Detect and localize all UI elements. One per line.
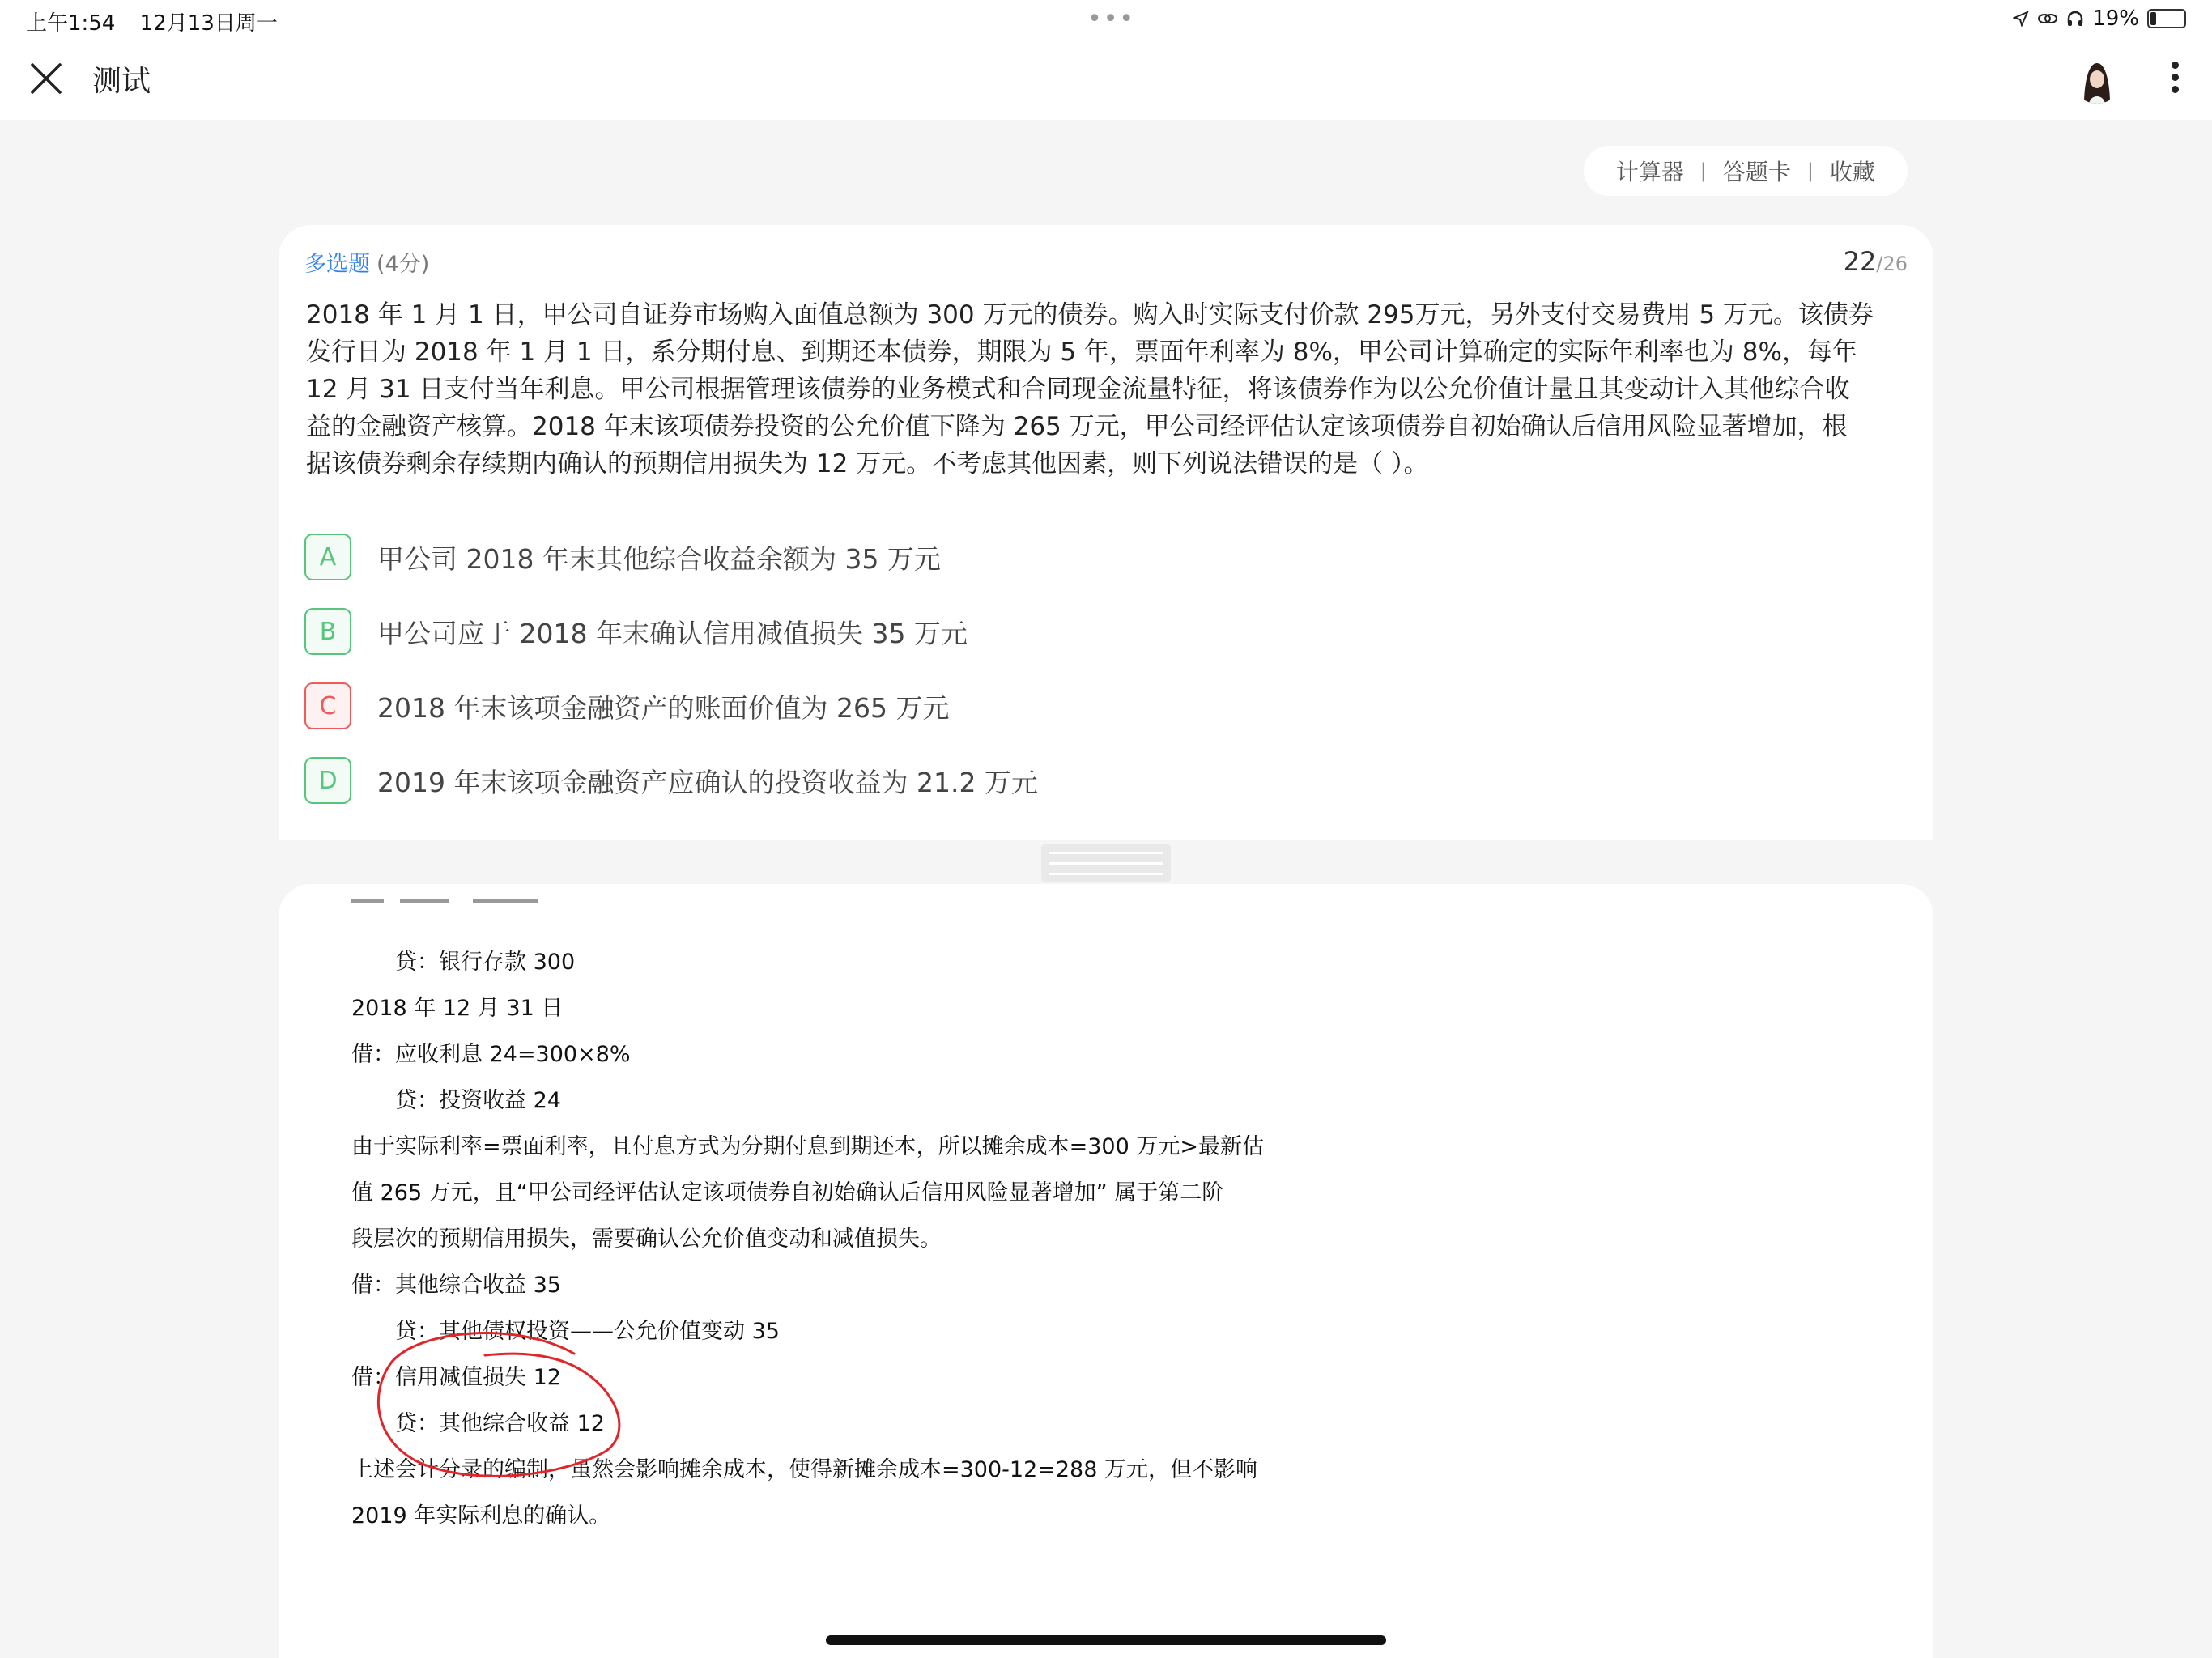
analysis-line: 贷：其他综合收益 12	[395, 1411, 605, 1436]
analysis-line: 贷：银行存款 300	[395, 950, 576, 975]
analysis-line: 值 265 万元，且“甲公司经评估认定该项债券自初始确认后信用风险显著增加” 属于第二阶	[351, 1180, 1224, 1205]
status-date: 12月13日周一	[139, 11, 278, 36]
option-a[interactable]	[304, 531, 1843, 583]
toolbar-pill	[1584, 146, 1908, 196]
location-icon	[2013, 11, 2029, 27]
divider: |	[1806, 159, 1814, 182]
status-time: 上午1:54	[26, 11, 116, 36]
nav-bar	[0, 39, 2212, 120]
battery-icon	[2147, 9, 2186, 28]
avatar[interactable]	[2073, 55, 2121, 104]
option-letter: B	[304, 608, 351, 655]
question-line: 12 月 31 日支付当年利息。甲公司根据管理该债券的业务模式和合同现金流量特征，将该债券作为以公允价值计量且其变动计入其他综合收	[306, 375, 1850, 404]
analysis-line: 由于实际利率=票面利率，且付息方式为分期付息到期还本，所以摊余成本=300 万元>最新估	[351, 1134, 1264, 1159]
option-text: 2018 年末该项金融资产的账面价值为 265 万元	[377, 691, 950, 724]
battery-percent: 19%	[2092, 6, 2139, 31]
option-c[interactable]	[304, 680, 1843, 732]
hand-drawn-circle-annotation	[364, 1305, 623, 1483]
question-line: 益的金融资产核算。2018 年末该项债券投资的公允价值下降为 265 万元，甲公司经评估认定该项债券自初始确认后信用风险显著增加，根	[306, 412, 1848, 441]
analysis-line: 段层次的预期信用损失，需要确认公允价值变动和减值损失。	[351, 1226, 942, 1252]
multitasking-dots[interactable]: •••	[1087, 5, 1136, 33]
answer-card-button[interactable]: 答题卡	[1722, 159, 1791, 185]
question-total: /26	[1876, 253, 1908, 275]
calculator-button[interactable]: 计算器	[1615, 159, 1684, 185]
question-line: 2018 年 1 月 1 日，甲公司自证券市场购入面值总额为 300 万元的债券。购入时实际支付价款 295万元，另外支付交易费用 5 万元。该债券	[306, 300, 1874, 329]
analysis-line: 2019 年实际利息的确认。	[351, 1503, 611, 1528]
status-right	[2013, 6, 2186, 31]
question-line: 据该债券剩余存续期内确认的预期信用损失为 12 万元。不考虑其他因素，则下列说法错误的是（ ）。	[306, 449, 1429, 478]
headphones-icon	[2066, 11, 2084, 27]
status-bar	[0, 0, 2212, 39]
status-time-date	[26, 6, 278, 36]
home-indicator[interactable]	[826, 1635, 1386, 1645]
divider: |	[1699, 159, 1707, 182]
option-list	[304, 531, 1843, 829]
analysis-card	[279, 884, 1933, 1658]
more-vertical-icon[interactable]	[2170, 57, 2180, 102]
battery-fill	[2150, 12, 2156, 25]
analysis-line: 借：其他综合收益 35	[351, 1273, 561, 1298]
favorite-button[interactable]: 收藏	[1829, 159, 1875, 185]
analysis-line: 上述会计分录的编制，虽然会影响摊余成本，使得新摊余成本=300-12=288 万元，但不影响	[351, 1457, 1257, 1482]
drag-handle[interactable]	[1041, 844, 1171, 882]
analysis-line: 2018 年 12 月 31 日	[351, 996, 564, 1021]
question-type: 多选题	[304, 252, 370, 277]
option-b[interactable]	[304, 606, 1843, 657]
option-d[interactable]	[304, 755, 1843, 806]
question-header	[304, 246, 429, 278]
question-score: (4分)	[376, 252, 430, 277]
question-line: 发行日为 2018 年 1 月 1 日，系分期付息、到期还本债券，期限为 5 年，票面年利率为 8%，甲公司计算确定的实际年利率也为 8%，每年	[306, 338, 1857, 367]
question-stem	[306, 296, 1909, 483]
analysis-line: 贷：其他债权投资——公允价值变动 35	[395, 1319, 780, 1344]
option-letter: D	[304, 757, 351, 804]
option-letter: C	[304, 682, 351, 729]
option-text: 甲公司应于 2018 年末确认信用减值损失 35 万元	[377, 617, 968, 649]
question-index: 22	[1843, 246, 1877, 277]
question-counter	[1844, 246, 1908, 277]
option-text: 甲公司 2018 年末其他综合收益余额为 35 万元	[377, 542, 941, 575]
analysis-line: 借：信用减值损失 12	[351, 1365, 561, 1390]
question-card	[279, 225, 1933, 840]
option-letter: A	[304, 534, 351, 580]
user-avatar-icon	[2073, 55, 2121, 104]
close-icon[interactable]	[28, 60, 65, 97]
analysis-line: 借：应收利息 24=300×8%	[351, 1042, 631, 1067]
link-icon	[2037, 11, 2058, 27]
clipped-text-fragment	[351, 895, 594, 908]
option-text: 2019 年末该项金融资产应确认的投资收益为 21.2 万元	[377, 766, 1038, 798]
page-title: 测试	[92, 65, 151, 98]
analysis-line: 贷：投资收益 24	[395, 1088, 561, 1113]
